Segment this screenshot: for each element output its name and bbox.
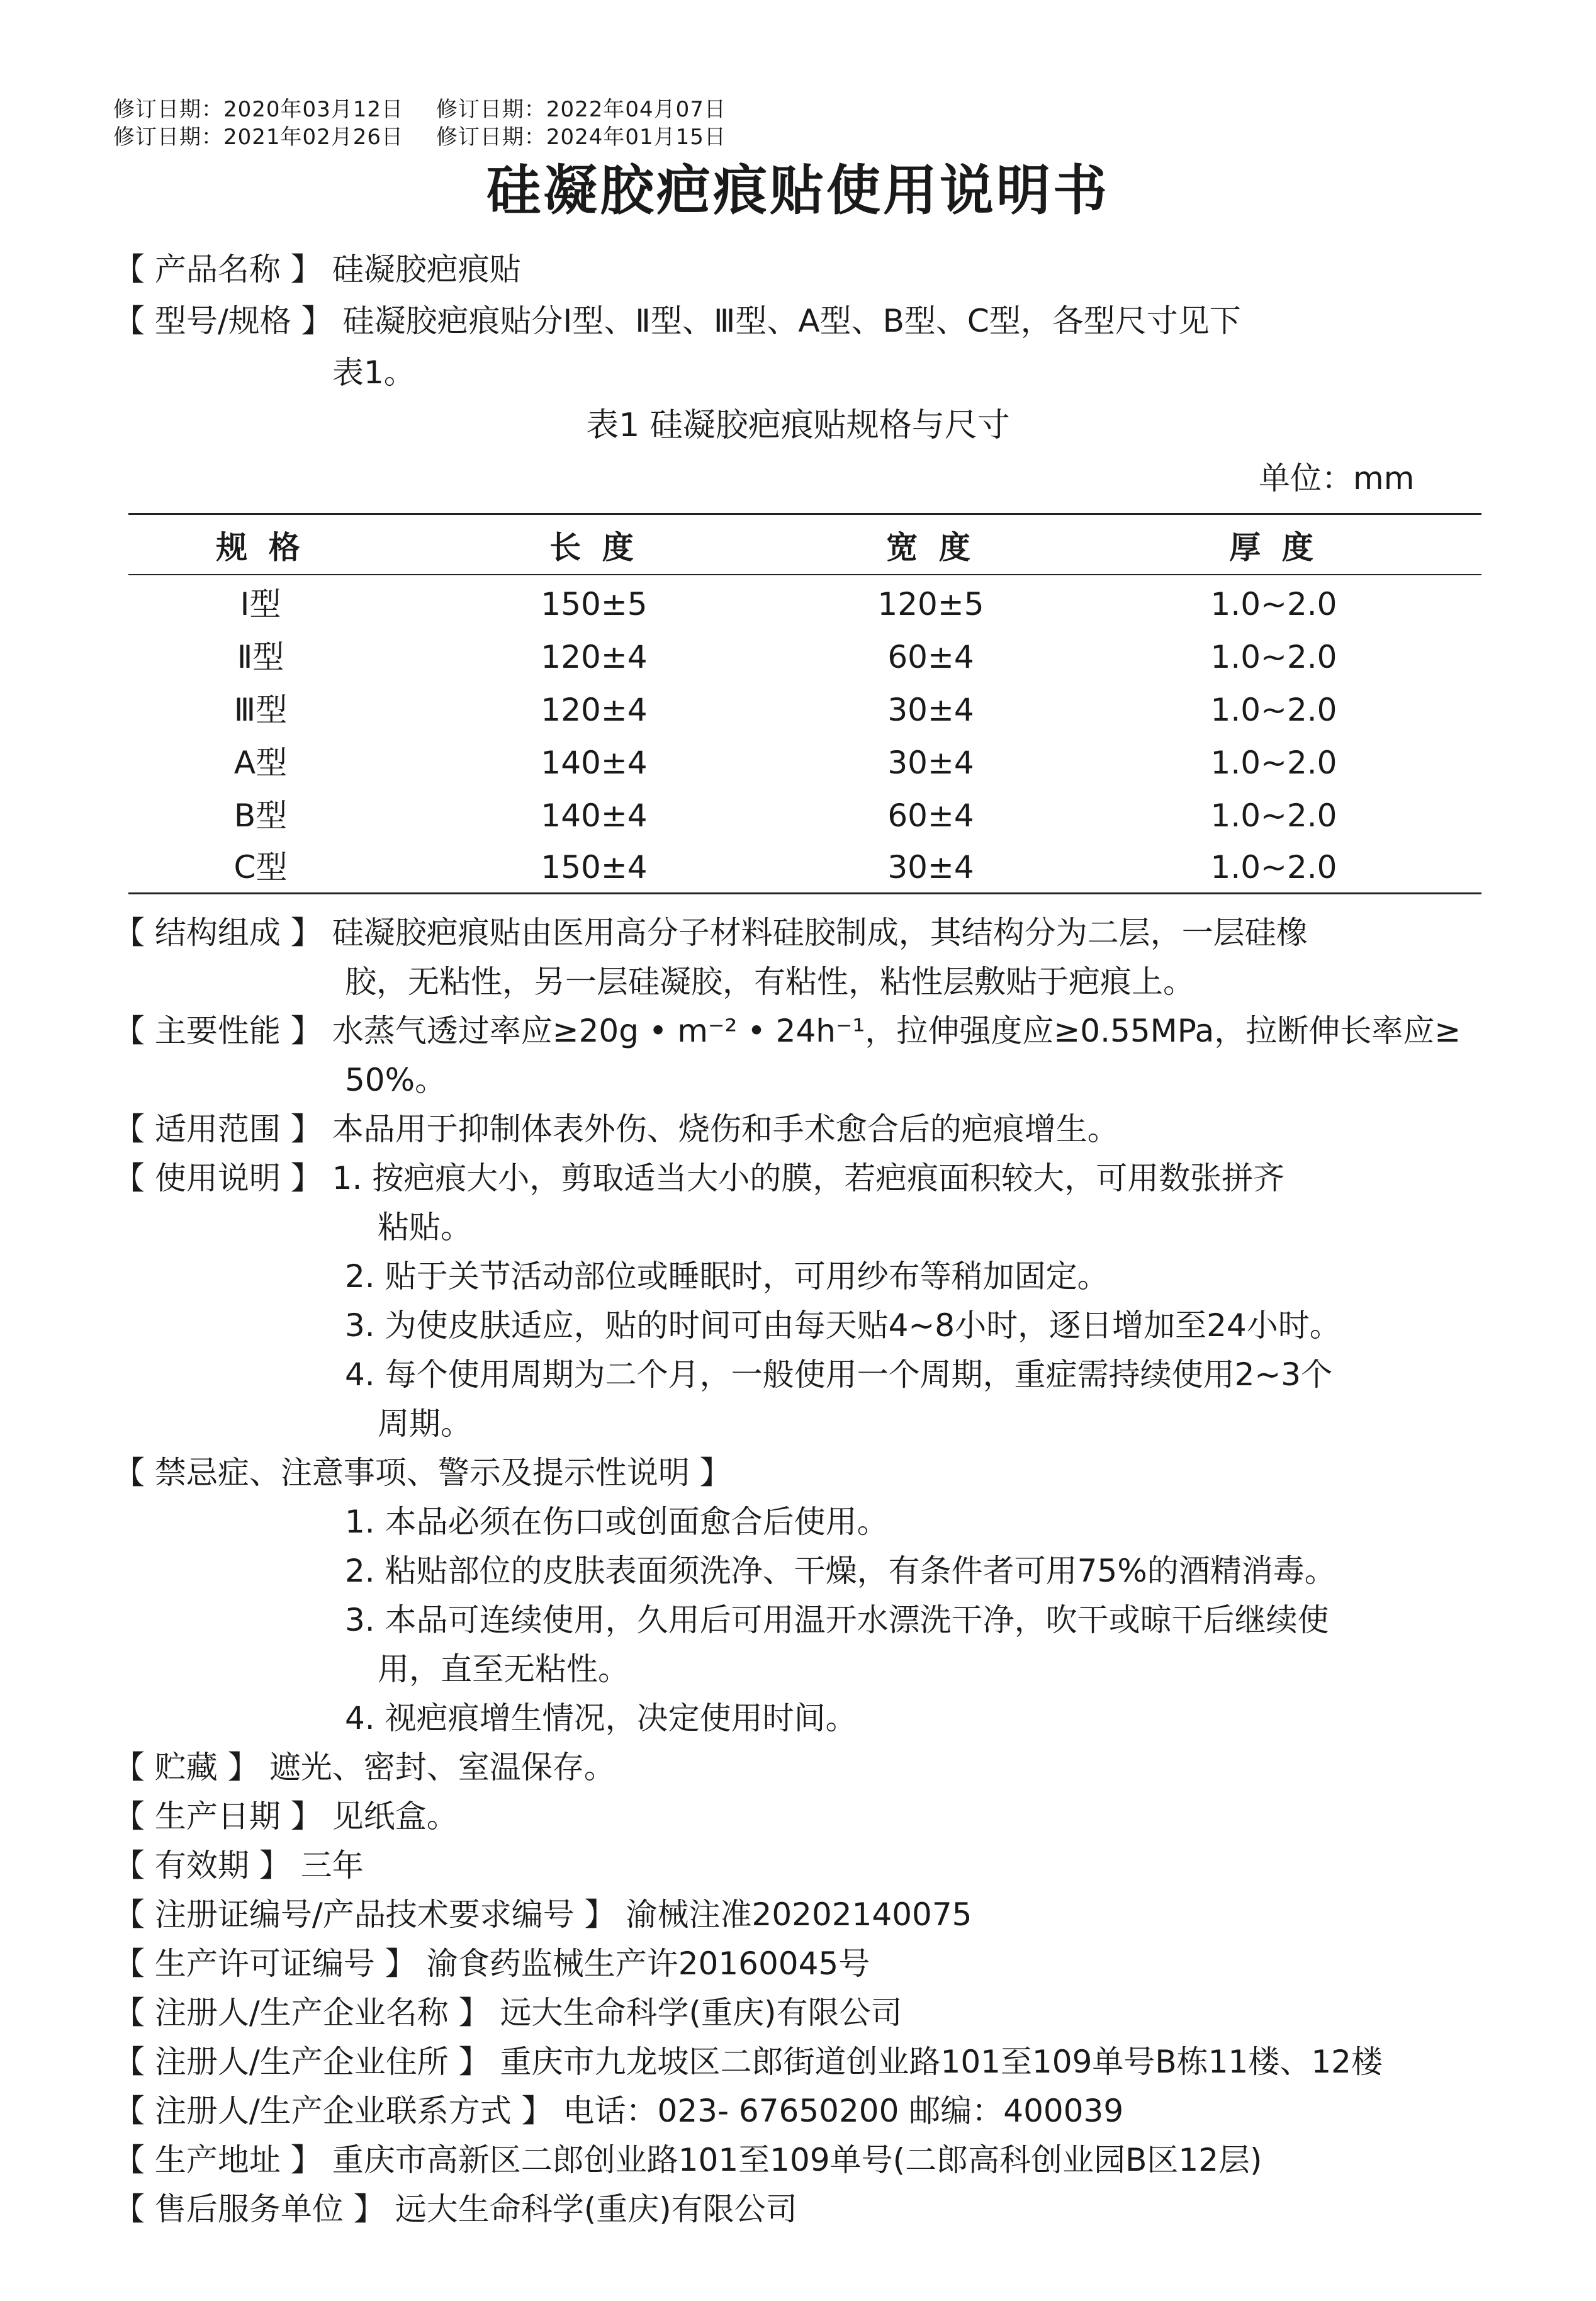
table-header-cell: 长 度 [549, 529, 639, 566]
caution-item: 4. 视疤痕增生情况，决定使用时间。 [345, 1700, 857, 1736]
field-label: 【 适用范围 】 [113, 1111, 322, 1147]
field-value: 见纸盒。 [332, 1798, 458, 1835]
table-header-cell: 厚 度 [1229, 529, 1318, 566]
table-header-cell: 宽 度 [886, 529, 975, 566]
revision-date: 修订日期：2020年03月12日 [113, 97, 404, 122]
field-label: 【 生产许可证编号 】 [113, 1945, 417, 1982]
revision-date: 修订日期：2024年01月15日 [436, 125, 726, 150]
revision-row [113, 96, 751, 123]
table-cell: 140±4 [541, 797, 648, 834]
field-production-license [113, 1940, 870, 1988]
table-rule-top [128, 513, 1481, 515]
field-label: 【 生产地址 】 [113, 2142, 322, 2178]
table-cell: C型 [233, 849, 288, 886]
field-label: 【 注册人/生产企业名称 】 [113, 1994, 490, 2031]
usage-step: 1. 按疤痕大小，剪取适当大小的膜，若疤痕面积较大，可用数张拼齐 [332, 1160, 1285, 1196]
field-structure [113, 909, 1308, 957]
table-cell: Ⅱ型 [237, 639, 284, 675]
field-after-sales [113, 2185, 797, 2233]
table-cell: 1.0~2.0 [1210, 692, 1337, 728]
field-usage [113, 1154, 1284, 1202]
table-cell: 150±5 [541, 586, 648, 622]
field-validity [113, 1842, 364, 1889]
field-storage [113, 1743, 615, 1791]
field-value: 本品用于抑制体表外伤、烧伤和手术愈合后的疤痕增生。 [332, 1111, 1119, 1147]
usage-step: 2. 贴于关节活动部位或睡眠时，可用纱布等稍加固定。 [345, 1258, 1109, 1295]
table-cell: 1.0~2.0 [1210, 797, 1337, 834]
field-value: 硅凝胶疤痕贴 [332, 251, 521, 288]
field-value: 电话：023- 67650200 邮编：400039 [563, 2093, 1124, 2129]
table-cell: 120±5 [877, 586, 984, 622]
table-cell: 1.0~2.0 [1210, 849, 1337, 886]
table-cell: 120±4 [541, 639, 648, 675]
field-production-address [113, 2136, 1262, 2184]
field-value: 重庆市高新区二郎创业路101至109单号(二郎高科创业园B区12层) [332, 2142, 1262, 2178]
field-value: 三年 [300, 1847, 364, 1884]
field-label: 【 禁忌症、注意事项、警示及提示性说明 】 [113, 1454, 731, 1491]
caution-item: 2. 粘贴部位的皮肤表面须洗净、干燥，有条件者可用75%的酒精消毒。 [345, 1553, 1336, 1589]
table-header-cell: 规 格 [216, 529, 305, 566]
table-cell: B型 [233, 797, 288, 834]
table-cell: A型 [233, 745, 288, 781]
field-value: 远大生命科学(重庆)有限公司 [395, 2191, 797, 2227]
field-performance [113, 1007, 1461, 1055]
field-value: 水蒸气透过率应≥20g • m⁻² • 24h⁻¹，拉伸强度应≥0.55MPa，拉断伸长率应≥ [332, 1013, 1461, 1049]
table-rule-bottom [128, 892, 1481, 894]
field-contraindications [113, 1449, 731, 1497]
usage-step-continued: 粘贴。 [378, 1209, 472, 1246]
caution-item: 3. 本品可连续使用，久用后可用温开水漂洗干净，吹干或晾干后继续使 [345, 1602, 1329, 1638]
field-value: 渝械注准20202140075 [626, 1896, 972, 1933]
field-label: 【 注册人/生产企业住所 】 [113, 2044, 490, 2080]
field-label: 【 售后服务单位 】 [113, 2191, 385, 2227]
table-cell: Ⅲ型 [233, 692, 288, 728]
table-cell: 1.0~2.0 [1210, 639, 1337, 675]
field-model-spec [113, 297, 1241, 345]
revision-date: 修订日期：2021年02月26日 [113, 125, 404, 150]
table-cell: 60±4 [887, 639, 974, 675]
field-registrant-name [113, 1989, 902, 2037]
table-cell: 1.0~2.0 [1210, 586, 1337, 622]
field-production-date [113, 1792, 458, 1840]
table-rule-header [128, 574, 1481, 575]
table-cell: 120±4 [541, 692, 648, 728]
field-value: 硅凝胶疤痕贴分Ⅰ型、Ⅱ型、Ⅲ型、A型、B型、C型，各型尺寸见下 [342, 303, 1241, 339]
field-label: 【 主要性能 】 [113, 1013, 322, 1049]
table-cell: 30±4 [887, 692, 974, 728]
field-label: 【 使用说明 】 [113, 1160, 322, 1196]
caution-item-continued: 用，直至无粘性。 [378, 1651, 629, 1687]
field-value-continued: 胶，无粘性，另一层硅凝胶，有粘性，粘性层敷贴于疤痕上。 [345, 964, 1194, 1000]
field-value: 重庆市九龙坡区二郎街道创业路101至109单号B栋11楼、12楼 [500, 2044, 1383, 2080]
table-cell: 30±4 [887, 745, 974, 781]
revision-dates [113, 96, 751, 151]
table-cell: 150±4 [541, 849, 648, 886]
field-value-continued: 50%。 [345, 1062, 447, 1098]
field-label: 【 结构组成 】 [113, 914, 322, 951]
document-title: 硅凝胶疤痕贴使用说明书 [486, 159, 1110, 222]
table-cell: Ⅰ型 [240, 586, 281, 622]
table-cell: 30±4 [887, 849, 974, 886]
field-registrant-address [113, 2038, 1383, 2086]
field-value: 遮光、密封、室温保存。 [269, 1749, 615, 1786]
table-cell: 60±4 [887, 797, 974, 834]
field-value: 远大生命科学(重庆)有限公司 [500, 1994, 902, 2031]
usage-step: 3. 为使皮肤适应，贴的时间可由每天贴4~8小时，逐日增加至24小时。 [345, 1307, 1341, 1344]
field-scope [113, 1105, 1119, 1153]
table-cell: 1.0~2.0 [1210, 745, 1337, 781]
revision-row [113, 123, 751, 151]
field-label: 【 注册证编号/产品技术要求编号 】 [113, 1896, 616, 1933]
field-label: 【 产品名称 】 [113, 251, 322, 288]
field-label: 【 注册人/生产企业联系方式 】 [113, 2093, 553, 2129]
field-label: 【 生产日期 】 [113, 1798, 322, 1835]
field-label: 【 有效期 】 [113, 1847, 291, 1884]
field-value: 硅凝胶疤痕贴由医用高分子材料硅胶制成，其结构分为二层，一层硅橡 [332, 914, 1308, 951]
field-label: 【 型号/规格 】 [113, 303, 333, 339]
field-value-continued: 表1。 [332, 354, 415, 391]
table-unit: 单位：mm [1259, 460, 1415, 497]
usage-step: 4. 每个使用周期为二个月，一般使用一个周期，重症需持续使用2~3个 [345, 1356, 1333, 1393]
revision-date: 修订日期：2022年04月07日 [436, 97, 726, 122]
field-value: 渝食药监械生产许20160045号 [426, 1945, 870, 1982]
table-cell: 140±4 [541, 745, 648, 781]
field-registrant-contact [113, 2087, 1123, 2135]
caution-item: 1. 本品必须在伤口或创面愈合后使用。 [345, 1504, 889, 1540]
field-label: 【 贮藏 】 [113, 1749, 259, 1786]
field-registration-no [113, 1891, 972, 1938]
table-caption: 表1 硅凝胶疤痕贴规格与尺寸 [586, 407, 1010, 444]
field-product-name [113, 245, 521, 293]
usage-step-continued: 周期。 [378, 1405, 472, 1442]
